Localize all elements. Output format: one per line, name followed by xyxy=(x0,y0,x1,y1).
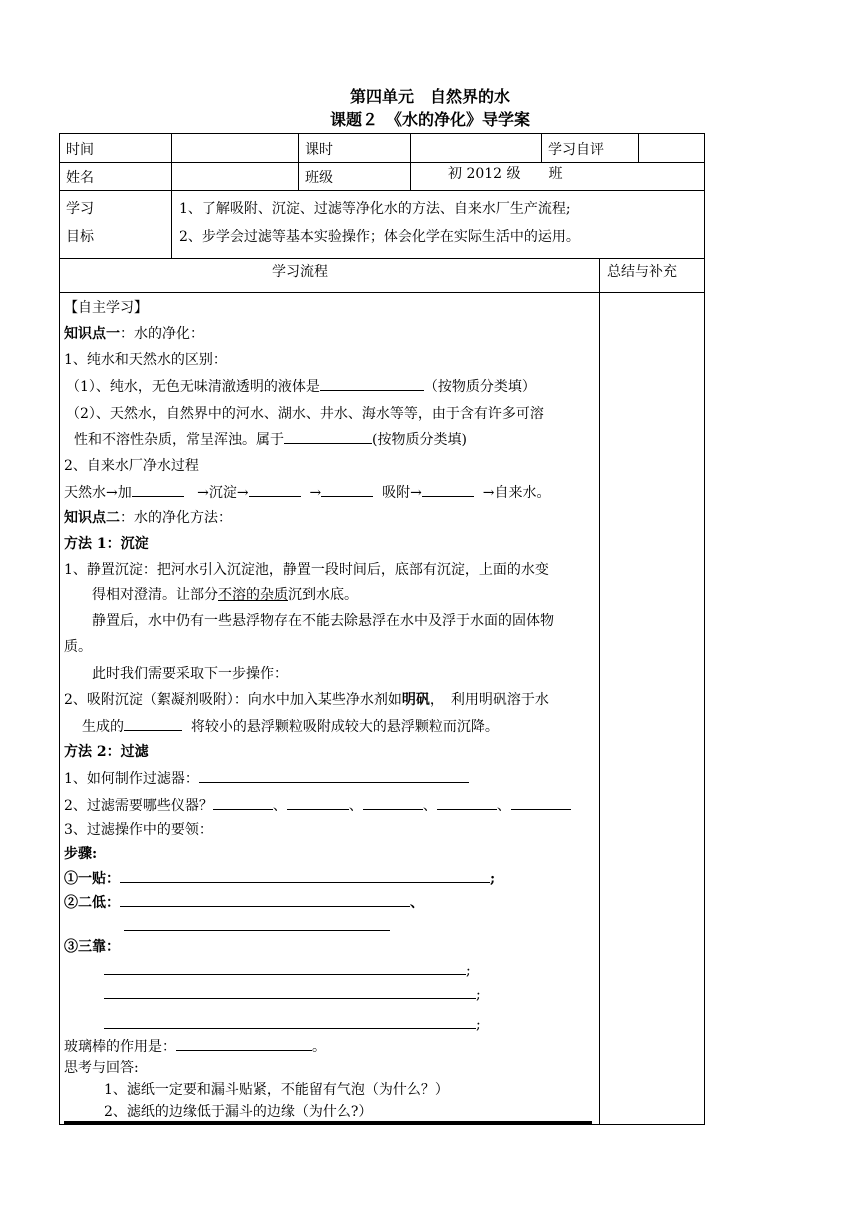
col-divider xyxy=(171,133,172,258)
arrow-icon: → xyxy=(106,485,118,501)
col-divider xyxy=(541,133,542,162)
self-eval-label: 学习自评 xyxy=(548,142,604,158)
method-1-next: 此时我们需要采取下一步操作： xyxy=(92,666,288,682)
self-study-heading: 【自主学习】 xyxy=(64,300,148,316)
filter-q2-text: 2、过滤需要哪些仪器？ xyxy=(64,798,213,814)
think-heading: 思考与回答: xyxy=(64,1060,139,1076)
process-header: 学习流程 xyxy=(272,264,328,280)
grade-text: 初 2012 级 班 xyxy=(448,166,563,182)
answer-blank[interactable] xyxy=(213,795,273,810)
step-1-label: ①一贴： xyxy=(64,871,120,887)
col-divider xyxy=(599,258,600,1125)
question-1b-line2 xyxy=(74,429,467,450)
kp2-bold: 知识点二 xyxy=(64,510,120,526)
q1a-text: （1）、纯水，无色无味清澈透明的液体是 xyxy=(66,379,320,395)
semicolon: ; xyxy=(490,871,496,887)
kp1-rest: ：水的净化： xyxy=(120,326,204,342)
step-3-line1 xyxy=(104,960,471,981)
answer-blank[interactable] xyxy=(320,376,424,391)
answer-blank[interactable] xyxy=(249,482,301,497)
flow-add: 加 xyxy=(117,485,132,501)
water-flow xyxy=(64,482,550,503)
step-3: ③三靠： xyxy=(64,939,120,955)
separator: 、 xyxy=(496,798,511,814)
row-divider xyxy=(59,292,705,293)
m1-text-end: 沉到水底。 xyxy=(288,587,358,603)
answer-blank[interactable] xyxy=(120,892,410,907)
separator: 、 xyxy=(272,798,287,814)
q1b-text: 性和不溶性杂质，常呈浑浊。属于 xyxy=(74,432,284,448)
col-divider xyxy=(410,133,411,190)
bottom-rule xyxy=(64,1121,592,1124)
think-question-1: 1、滤纸一定要和漏斗贴紧，不能留有气泡（为什么？） xyxy=(104,1082,449,1098)
filter-q1-text: 1、如何制作过滤器： xyxy=(64,771,199,787)
answer-blank[interactable] xyxy=(176,1036,312,1051)
arrow-icon: → xyxy=(482,485,495,501)
step-3-line2 xyxy=(104,984,481,1005)
method-1-heading: 方法 1：沉淀 xyxy=(64,536,149,552)
flow-tap: 自来水。 xyxy=(494,485,551,501)
knowledge-point-2 xyxy=(64,508,232,528)
row-divider xyxy=(59,190,705,191)
method-1-adsorb-b xyxy=(82,716,499,737)
question-2: 2、自来水厂净水过程 xyxy=(64,458,199,474)
col-divider xyxy=(298,133,299,190)
question-1: 1、纯水和天然水的区别： xyxy=(64,352,227,368)
answer-blank[interactable] xyxy=(104,960,466,975)
answer-blank[interactable] xyxy=(363,795,423,810)
answer-blank[interactable] xyxy=(321,482,373,497)
goal-label-1: 学习 xyxy=(66,201,94,217)
semicolon: ; xyxy=(476,987,481,1003)
answer-blank[interactable] xyxy=(284,429,372,444)
separator: 、 xyxy=(410,895,424,911)
glass-rod-question xyxy=(64,1036,326,1057)
summary-header: 总结与补充 xyxy=(607,264,677,280)
flow-adsorb: 吸附 xyxy=(382,485,411,501)
answer-blank[interactable] xyxy=(199,768,469,783)
answer-blank[interactable] xyxy=(120,868,490,883)
step-2-line2 xyxy=(124,916,390,937)
answer-blank[interactable] xyxy=(124,716,182,731)
q1b-hint: (按物质分类填) xyxy=(372,432,467,448)
col-divider xyxy=(638,133,639,162)
filter-q1 xyxy=(64,768,469,789)
kp1-bold: 知识点一 xyxy=(64,326,120,342)
separator: 、 xyxy=(422,798,437,814)
filter-q3: 3、过滤操作中的要领： xyxy=(64,822,213,838)
flow-natural: 天然水 xyxy=(64,485,106,501)
step-3-line3 xyxy=(104,1014,481,1035)
method-1-note-a: 静置后，水中仍有一些悬浮物存在不能去除悬浮在水中及浮于水面的固体物 xyxy=(92,613,554,629)
think-question-2: 2、滤纸的边缘低于漏斗的边缘（为什么?） xyxy=(104,1104,373,1120)
period: 。 xyxy=(312,1039,326,1055)
arrow-icon: → xyxy=(410,485,422,501)
lesson-title: 课题２ 《水的净化》导学案 xyxy=(329,110,530,129)
row-divider xyxy=(59,258,705,259)
m1-text: 得相对澄清。让部分 xyxy=(92,587,218,603)
method-1-static-a: 1、静置沉淀：把河水引入沉淀池，静置一段时间后，底部有沉淀，上面的水变 xyxy=(64,562,549,578)
period-label: 课时 xyxy=(305,142,333,158)
unit-title: 第四单元 自然界的水 xyxy=(349,87,510,106)
time-label: 时间 xyxy=(66,142,94,158)
method-1-note-b: 质。 xyxy=(64,639,92,655)
adsorb-text-end: ， 利用明矾溶于水 xyxy=(429,692,549,708)
step-1 xyxy=(64,868,495,889)
kp2-rest: ：水的净化方法： xyxy=(120,510,232,526)
filter-q2 xyxy=(64,795,571,816)
method-1-adsorb-a xyxy=(64,690,549,710)
answer-blank[interactable] xyxy=(437,795,497,810)
glass-rod-text: 玻璃棒的作用是： xyxy=(64,1039,176,1055)
question-1a xyxy=(66,376,536,397)
goal-1: 1、了解吸附、沉淀、过滤等净化水的方法、自来水厂生产流程; xyxy=(179,201,571,217)
answer-blank[interactable] xyxy=(132,482,184,497)
answer-blank[interactable] xyxy=(104,1014,476,1029)
adsorb-b-text: 生成的 xyxy=(82,719,124,735)
question-1b-line1: （2）、天然水，自然界中的河水、湖水、井水、海水等等，由于含有许多可溶 xyxy=(66,406,544,422)
step-2 xyxy=(64,892,424,913)
goal-label-2: 目标 xyxy=(66,229,94,245)
class-label: 班级 xyxy=(305,170,333,186)
knowledge-point-1 xyxy=(64,324,204,344)
answer-blank[interactable] xyxy=(287,795,349,810)
name-label: 姓名 xyxy=(66,170,94,186)
goal-2: 2、步学会过滤等基本实验操作；体会化学在实际生活中的运用。 xyxy=(179,229,580,245)
q1a-hint: （按物质分类填） xyxy=(423,379,536,395)
answer-blank[interactable] xyxy=(422,482,474,497)
separator: 、 xyxy=(348,798,363,814)
steps-heading: 步骤: xyxy=(64,846,98,862)
row-divider xyxy=(59,162,705,163)
alum-text: 明矾 xyxy=(401,692,430,708)
m1-underlined: 不溶的杂质 xyxy=(218,587,288,603)
answer-blank[interactable] xyxy=(124,916,390,931)
adsorb-b-end: 将较小的悬浮颗粒吸附成较大的悬浮颗粒而沉降。 xyxy=(190,719,499,735)
semicolon: ; xyxy=(466,963,471,979)
method-2-heading: 方法 2：过滤 xyxy=(64,744,149,760)
flow-settle: 沉淀 xyxy=(208,485,237,501)
arrow-icon: → xyxy=(236,485,249,501)
answer-blank[interactable] xyxy=(511,795,571,810)
semicolon: ; xyxy=(476,1017,481,1033)
step-2-label: ②二低： xyxy=(64,895,120,911)
arrow-icon: → xyxy=(197,485,209,501)
answer-blank[interactable] xyxy=(104,984,476,999)
method-1-static-b xyxy=(92,585,358,605)
arrow-icon: → xyxy=(309,485,322,501)
adsorb-text: 2、吸附沉淀（絮凝剂吸附）：向水中加入某些净水剂如 xyxy=(64,692,402,708)
